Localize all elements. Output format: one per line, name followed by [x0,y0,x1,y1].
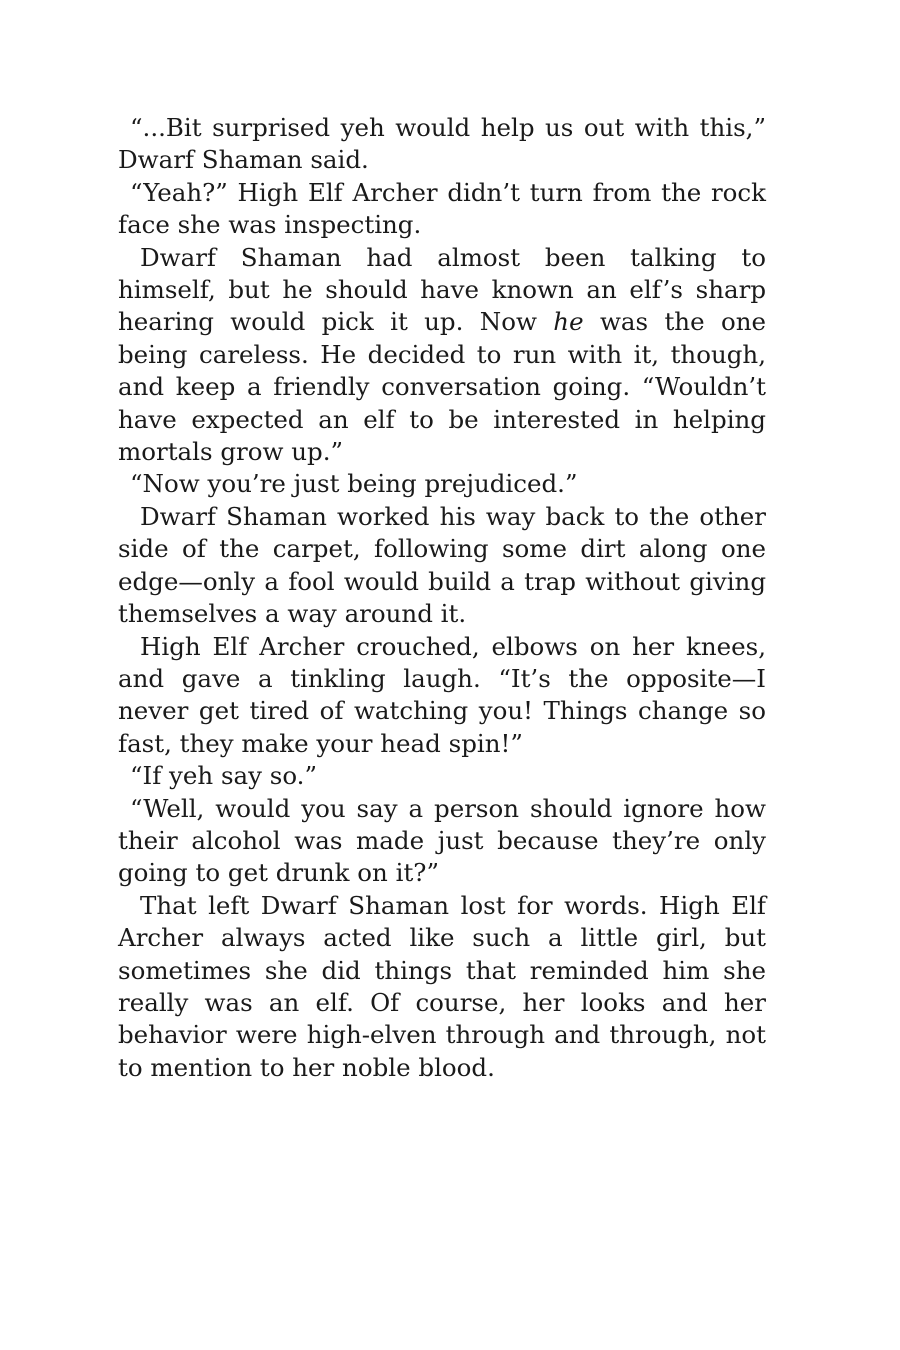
paragraph-2: “Yeah?” High Elf Archer didn’t turn from the rock face she was inspecting. [118,177,766,240]
paragraph-1: “...Bit surprised yeh would help us out with this,” Dwarf Shaman said. [118,113,766,175]
paragraph-8: “Well, would you say a person should ignore how their alcohol was made just because they’re only going to get drunk on it?” [118,793,766,888]
paragraph-6: High Elf Archer crouched, elbows on her knees, and gave a tinkling laugh. “It’s the opposite—I never get tired of watching you! Things change so fast, they make your head spin!” [118,631,766,758]
paragraph-5: Dwarf Shaman worked his way back to the other side of the carpet, following some dirt along one edge—only a fool would build a trap without giving themselves a way around it. [118,501,766,629]
paragraph-4: “Now you’re just being prejudiced.” [130,469,578,499]
paragraph-3-part-1: Dwarf Shaman had almost been talking to himself, but he should have known an elf’s sharp hearing would pick it up. Now [118,242,766,337]
paragraph-7: “If yeh say so.” [130,761,317,791]
book-page [118,112,766,1084]
paragraph-3-emphasis: he [553,307,584,337]
paragraph-3 [118,242,766,469]
paragraph-3-part-2: was the one being careless. He decided to run with it, though, and keep a friendly conversation going. “Wouldn’t have expected an elf to be interested in helping mortals grow up.” [118,307,766,467]
paragraph-9: That left Dwarf Shaman lost for words. High Elf Archer always acted like such a little girl, but sometimes she did things that reminded him she really was an elf. Of course, her looks and her behavior were high-elven through and through, not to mention to her noble blood. [118,890,766,1082]
